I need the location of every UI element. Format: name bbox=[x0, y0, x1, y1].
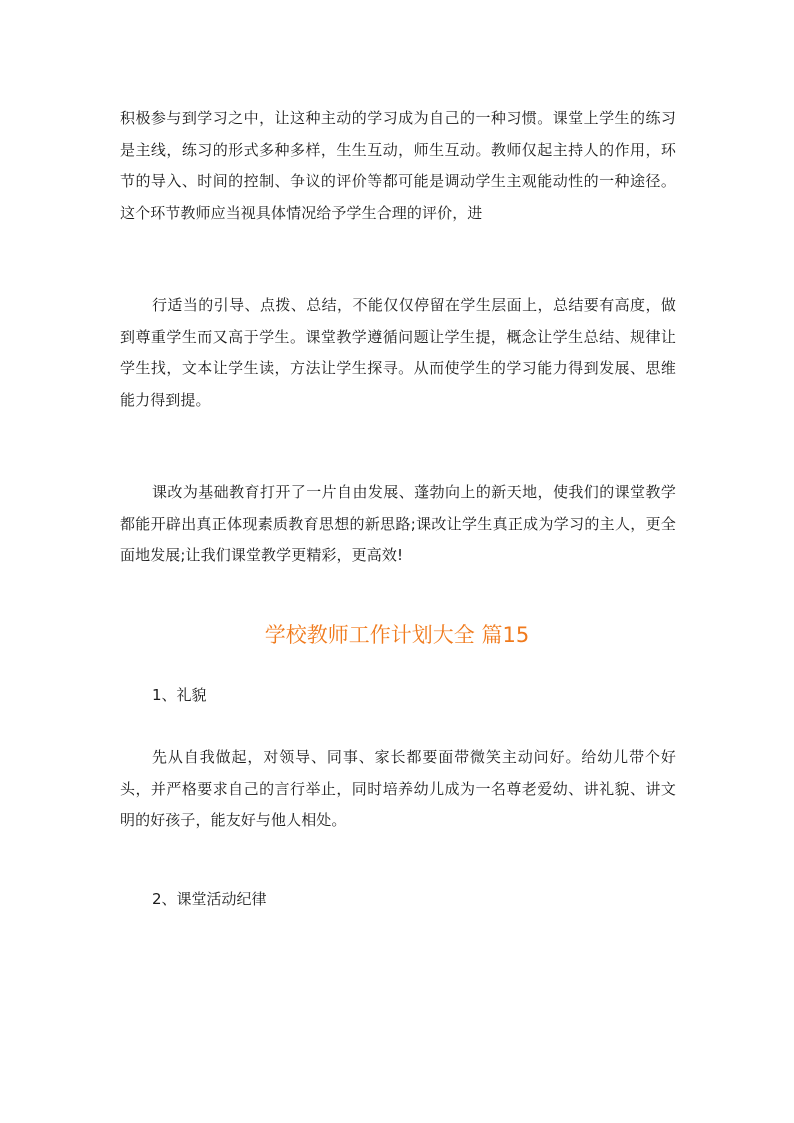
paragraph-curriculum-reform: 课改为基础教育打开了一片自由发展、蓬勃向上的新天地，使我们的课堂教学都能开辟出真正体现素质教育思想的新思路;课改让学生真正成为学习的主人，更全面地发展;让我们课堂教学更精彩，更高效! bbox=[120, 483, 676, 564]
item-1-title: 1、礼貌 bbox=[152, 686, 207, 704]
paragraph-continued: 积极参与到学习之中，让这种主动的学习成为自己的一种习惯。课堂上学生的练习是主线，练习的形式多种多样，生生互动，师生互动。教师仅起主持人的作用，环节的导入、时间的控制、争议的评价等都可能是调动学生主观能动性的一种途径。这个环节教师应当视具体情况给予学生合理的评价，进 bbox=[120, 109, 676, 222]
paragraph-politeness: 先从自我做起，对领导、同事、家长都要面带微笑主动问好。给幼儿带个好头，并严格要求自己的言行举止，同时培养幼儿成为一名尊老爱幼、讲礼貌、讲文明的好孩子，能友好与他人相处。 bbox=[120, 748, 676, 829]
section-heading: 学校教师工作计划大全 篇15 bbox=[264, 623, 530, 647]
paragraph-guidance: 行适当的引导、点拨、总结，不能仅仅停留在学生层面上，总结要有高度，做到尊重学生而又高于学生。课堂教学遵循问题让学生提，概念让学生总结、规律让学生找，文本让学生读，方法让学生探寻。从而使学生的学习能力得到发展、思维能力得到提。 bbox=[120, 296, 676, 409]
item-2-title: 2、课堂活动纪律 bbox=[152, 890, 267, 908]
